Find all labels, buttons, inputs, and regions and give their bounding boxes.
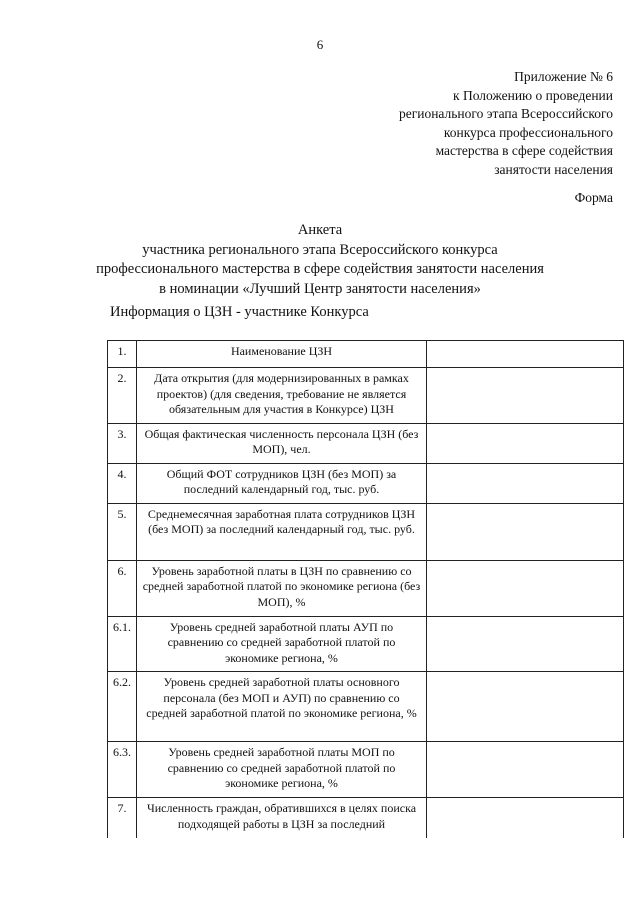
row-label: Уровень средней заработной платы АУП по сравнению со средней заработной платой по экономике региона, % bbox=[137, 616, 427, 672]
row-number: 6.2. bbox=[108, 672, 137, 742]
row-value-cell[interactable] bbox=[427, 341, 624, 368]
row-label: Численность граждан, обратившихся в целях поиска подходящей работы в ЦЗН за последний bbox=[137, 798, 427, 838]
row-value-cell[interactable] bbox=[427, 742, 624, 798]
row-number: 6.3. bbox=[108, 742, 137, 798]
row-value-cell[interactable] bbox=[427, 503, 624, 560]
table-row bbox=[108, 672, 624, 742]
title-line: Анкета bbox=[297, 222, 343, 238]
table-row bbox=[108, 368, 624, 424]
row-number: 7. bbox=[108, 798, 137, 838]
table-row bbox=[108, 341, 624, 368]
row-label: Уровень средней заработной платы основного персонала (без МОП и АУП) по сравнению со средней заработной платой по экономике региона, % bbox=[137, 672, 427, 742]
table-row bbox=[108, 423, 624, 463]
row-number: 5. bbox=[108, 503, 137, 560]
row-label: Уровень средней заработной платы МОП по сравнению со средней заработной платой по экономике региона, % bbox=[137, 742, 427, 798]
row-label: Дата открытия (для модернизированных в рамках проектов) (для сведения, требование не является обязательным для участия в Конкурсе) ЦЗН bbox=[137, 368, 427, 424]
table-row bbox=[108, 463, 624, 503]
row-value-cell[interactable] bbox=[427, 616, 624, 672]
row-value-cell[interactable] bbox=[427, 672, 624, 742]
row-value-cell[interactable] bbox=[427, 798, 624, 838]
questionnaire-table-wrap bbox=[107, 340, 623, 838]
row-label: Общий ФОТ сотрудников ЦЗН (без МОП) за последний календарный год, тыс. руб. bbox=[137, 463, 427, 503]
row-label: Общая фактическая численность персонала ЦЗН (без МОП), чел. bbox=[137, 423, 427, 463]
appendix-line: к Положению о проведении bbox=[453, 87, 613, 103]
table-row bbox=[108, 742, 624, 798]
table-row bbox=[108, 560, 624, 616]
row-value-cell[interactable] bbox=[427, 560, 624, 616]
row-number: 6.1. bbox=[108, 616, 137, 672]
row-number: 6. bbox=[108, 560, 137, 616]
appendix-line: занятости населения bbox=[494, 161, 613, 177]
row-value-cell[interactable] bbox=[427, 423, 624, 463]
row-value-cell[interactable] bbox=[427, 368, 624, 424]
row-value-cell[interactable] bbox=[427, 463, 624, 503]
table-row bbox=[108, 503, 624, 560]
page-number: 6 bbox=[316, 37, 324, 52]
title-line: участника регионального этапа Всероссийского конкурса bbox=[142, 241, 498, 258]
appendix-line: регионального этапа Всероссийского bbox=[398, 106, 613, 122]
row-label: Уровень заработной платы в ЦЗН по сравнению со средней заработной платой по экономике региона (без МОП), % bbox=[137, 560, 427, 616]
appendix-header bbox=[399, 68, 613, 180]
row-number: 3. bbox=[108, 423, 137, 463]
row-number: 1. bbox=[108, 341, 137, 368]
form-label: Форма bbox=[574, 190, 613, 205]
table-row bbox=[108, 616, 624, 672]
appendix-line: мастерства в сфере содействия bbox=[435, 143, 613, 159]
appendix-line: конкурса профессионального bbox=[443, 124, 613, 140]
table-row bbox=[108, 798, 624, 838]
row-number: 2. bbox=[108, 368, 137, 424]
row-label: Среднемесячная заработная плата сотрудников ЦЗН (без МОП) за последний календарный год, тыс. руб. bbox=[137, 503, 427, 560]
title-line: профессионального мастерства в сфере содействия занятости населения bbox=[96, 261, 544, 277]
document-title bbox=[0, 221, 640, 299]
section-title: Информация о ЦЗН - участнике Конкурса bbox=[110, 304, 369, 320]
row-label: Наименование ЦЗН bbox=[137, 341, 427, 368]
questionnaire-table bbox=[107, 340, 624, 838]
appendix-line: Приложение № 6 bbox=[514, 69, 613, 84]
row-number: 4. bbox=[108, 463, 137, 503]
title-line: в номинации «Лучший Центр занятости населения» bbox=[159, 280, 481, 297]
